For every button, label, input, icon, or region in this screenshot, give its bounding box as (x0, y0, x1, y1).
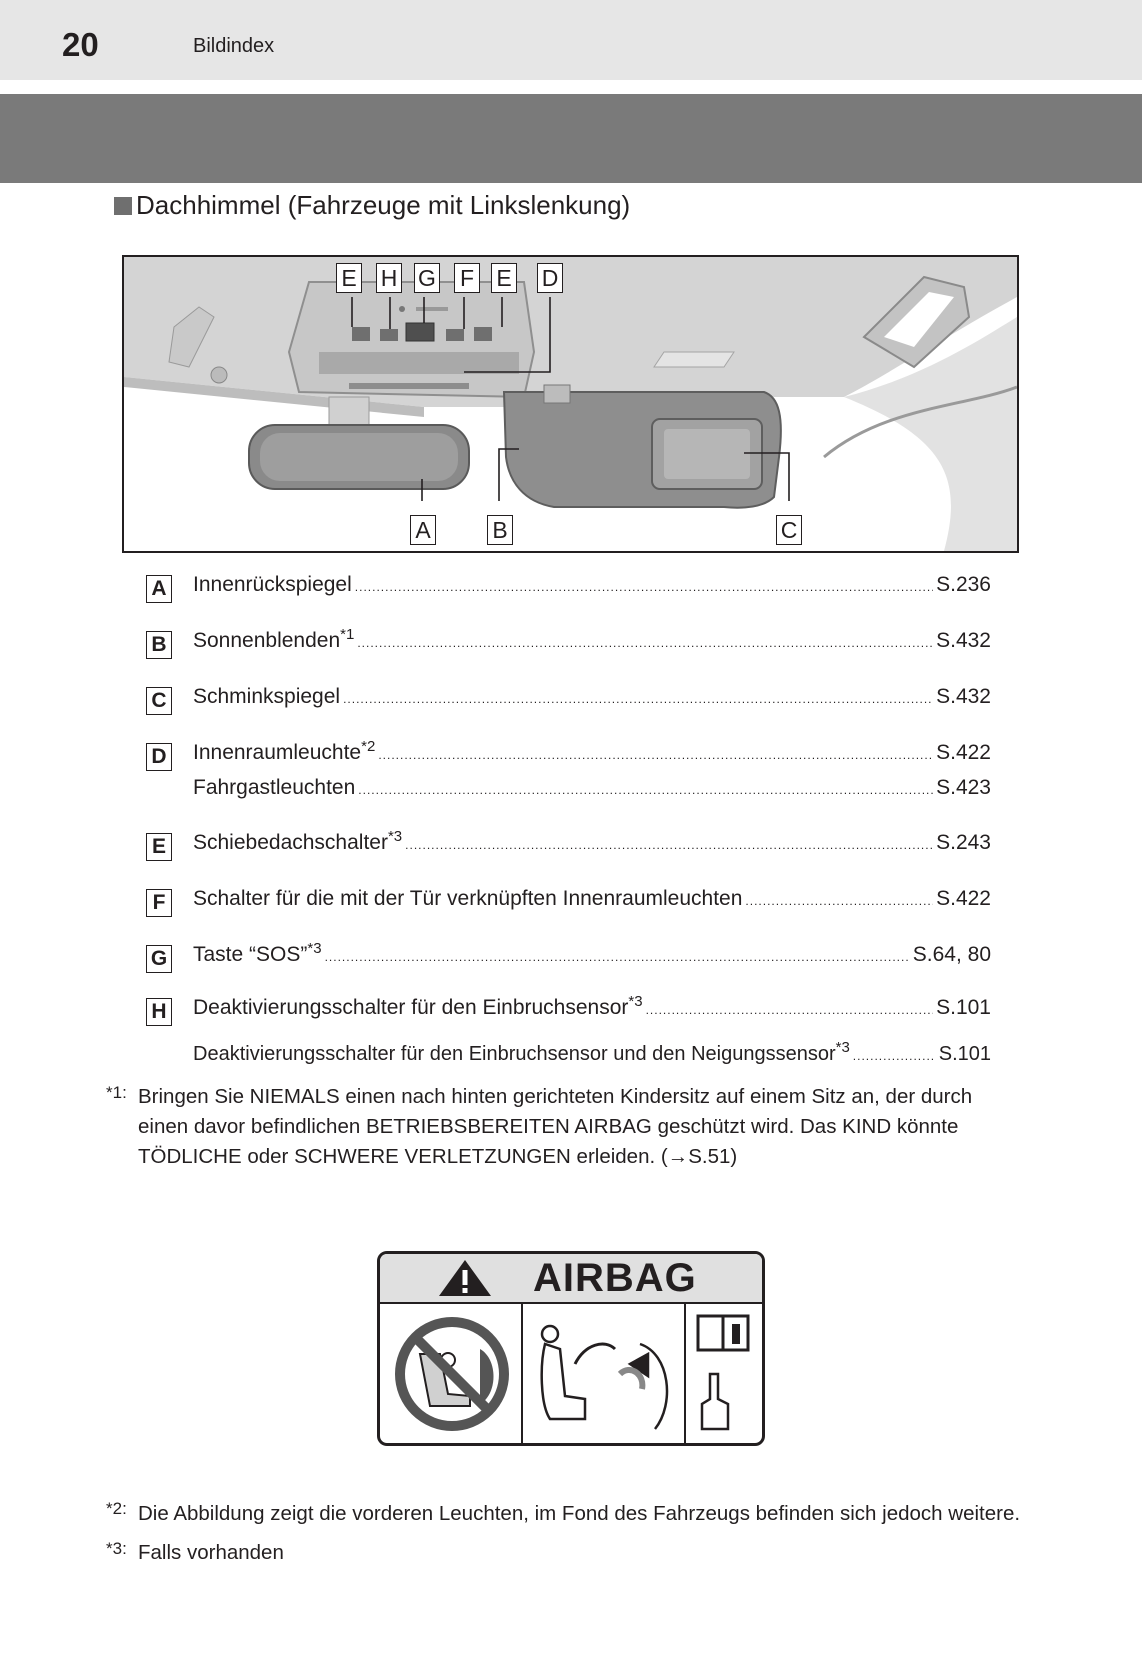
footnote-ref: *3 (835, 1039, 850, 1056)
callout-e-left: E (336, 263, 362, 293)
index-badge: E (146, 833, 172, 861)
footnote-ref: *3 (307, 940, 322, 957)
airbag-warning-label (377, 1251, 765, 1446)
index-entry (146, 738, 991, 773)
section-square-icon (114, 197, 132, 215)
dot-leader (853, 1049, 936, 1063)
index-badge: A (146, 575, 172, 603)
index-label: Schminkspiegel (193, 685, 341, 708)
dot-leader (646, 1003, 934, 1017)
index-label: Schiebedachschalter$^{*3}$ (193, 828, 403, 854)
dot-leader (378, 748, 933, 762)
callout-e-right: E (491, 263, 517, 293)
index-label: Innenrückspiegel (193, 573, 352, 596)
dot-leader (355, 580, 933, 594)
page-header (0, 0, 1142, 80)
index-entry (146, 887, 991, 919)
airbag-label-header (380, 1254, 762, 1304)
index-entry (146, 940, 991, 975)
index-label: Innenraumleuchte$^{*2}$ (193, 738, 376, 764)
warning-triangle-icon (435, 1256, 495, 1300)
airbag-word: AIRBAG (533, 1256, 697, 1300)
roof-lining-illustration (122, 255, 1019, 553)
footnote-ref: *2 (361, 738, 376, 755)
index-label: Taste “SOS”$^{*3}$ (193, 940, 322, 966)
footnote-1-mark: *1: (106, 1083, 127, 1102)
index-page-ref[interactable]: S.432 (936, 685, 991, 708)
index-page-ref[interactable]: S.236 (936, 573, 991, 596)
section-heading-text: Dachhimmel (Fahrzeuge mit Linkslenkung) (136, 190, 631, 220)
dot-leader (325, 950, 910, 964)
dot-leader (343, 692, 933, 706)
footnote-ref: *1 (340, 626, 355, 643)
index-badge: G (146, 945, 172, 973)
index-entry (146, 828, 991, 863)
footnote-1-line-3[interactable]: TÖDLICHE oder SCHWERE VERLETZUNGEN erleiden. (→S.51) (138, 1145, 738, 1168)
index-label: Schalter für die mit der Tür verknüpften Innenraumleuchten (193, 887, 743, 910)
index-page-ref[interactable]: S.422 (936, 887, 991, 910)
airbag-deploy-icon (542, 1326, 667, 1429)
index-badge: B (146, 631, 172, 659)
index-page-ref[interactable]: S.64, 80 (912, 943, 991, 966)
index-label: Deaktivierungsschalter für den Einbruchsensor und den Neigungssensor$^{*3}$ (193, 1039, 850, 1065)
section-heading (114, 190, 630, 221)
index-page-ref[interactable]: S.243 (936, 831, 991, 854)
index-badge: C (146, 687, 172, 715)
footnote-ref: *3 (628, 993, 643, 1010)
page-number: 20 (62, 26, 99, 63)
footnote-1-line-2: einen davor befindlichen BETRIEBSBEREITEN AIRBAG geschützt wird. Das KIND könnte (138, 1115, 959, 1138)
index-entry (146, 626, 991, 661)
footnote-1-line-1: Bringen Sie NIEMALS einen nach hinten gerichteten Kindersitz auf einem Sitz an, der durch (138, 1085, 973, 1108)
index-label: Fahrgastleuchten (193, 776, 356, 799)
footnote-2-text: Die Abbildung zeigt die vorderen Leuchten, im Fond des Fahrzeugs befinden sich jedoch weitere. (138, 1502, 1021, 1525)
manual-info-icon (698, 1316, 748, 1429)
callout-b: B (487, 515, 513, 545)
index-entry (146, 685, 991, 717)
index-page-ref[interactable]: S.423 (936, 776, 991, 799)
footnote-ref: *3 (387, 828, 403, 845)
header-band (0, 94, 1142, 183)
callout-g: G (414, 263, 440, 293)
dot-leader (405, 838, 933, 852)
page-header-title: Bildindex (193, 35, 275, 57)
index-page-ref[interactable]: S.422 (936, 741, 991, 764)
dot-leader (745, 894, 933, 908)
no-child-seat-icon (400, 1322, 504, 1426)
dot-leader (357, 636, 933, 650)
callout-d: D (537, 263, 563, 293)
index-badge: H (146, 998, 172, 1026)
callout-a: A (410, 515, 436, 545)
callout-f: F (454, 263, 480, 293)
index-page-ref[interactable]: S.101 (936, 996, 991, 1019)
footnote-3-text: Falls vorhanden (138, 1541, 284, 1564)
footnote-3-mark: *3: (106, 1539, 127, 1558)
callout-h: H (376, 263, 402, 293)
index-entry (146, 776, 991, 808)
footnote-2-mark: *2: (106, 1499, 127, 1518)
roof-lining-drawing (124, 257, 1017, 551)
index-badge: F (146, 889, 172, 917)
callout-c: C (776, 515, 802, 545)
airbag-pictograms (380, 1304, 762, 1445)
index-entry (146, 573, 991, 605)
index-badge: D (146, 743, 172, 771)
index-label: Deaktivierungsschalter für den Einbruchsensor$^{*3}$ (193, 993, 643, 1019)
index-entry (146, 993, 991, 1028)
index-label: Sonnenblenden$^{*1}$ (193, 626, 355, 652)
dot-leader (358, 783, 933, 797)
index-page-ref[interactable]: S.101 (938, 1043, 991, 1065)
index-entry (146, 1039, 991, 1075)
index-page-ref[interactable]: S.432 (936, 629, 991, 652)
